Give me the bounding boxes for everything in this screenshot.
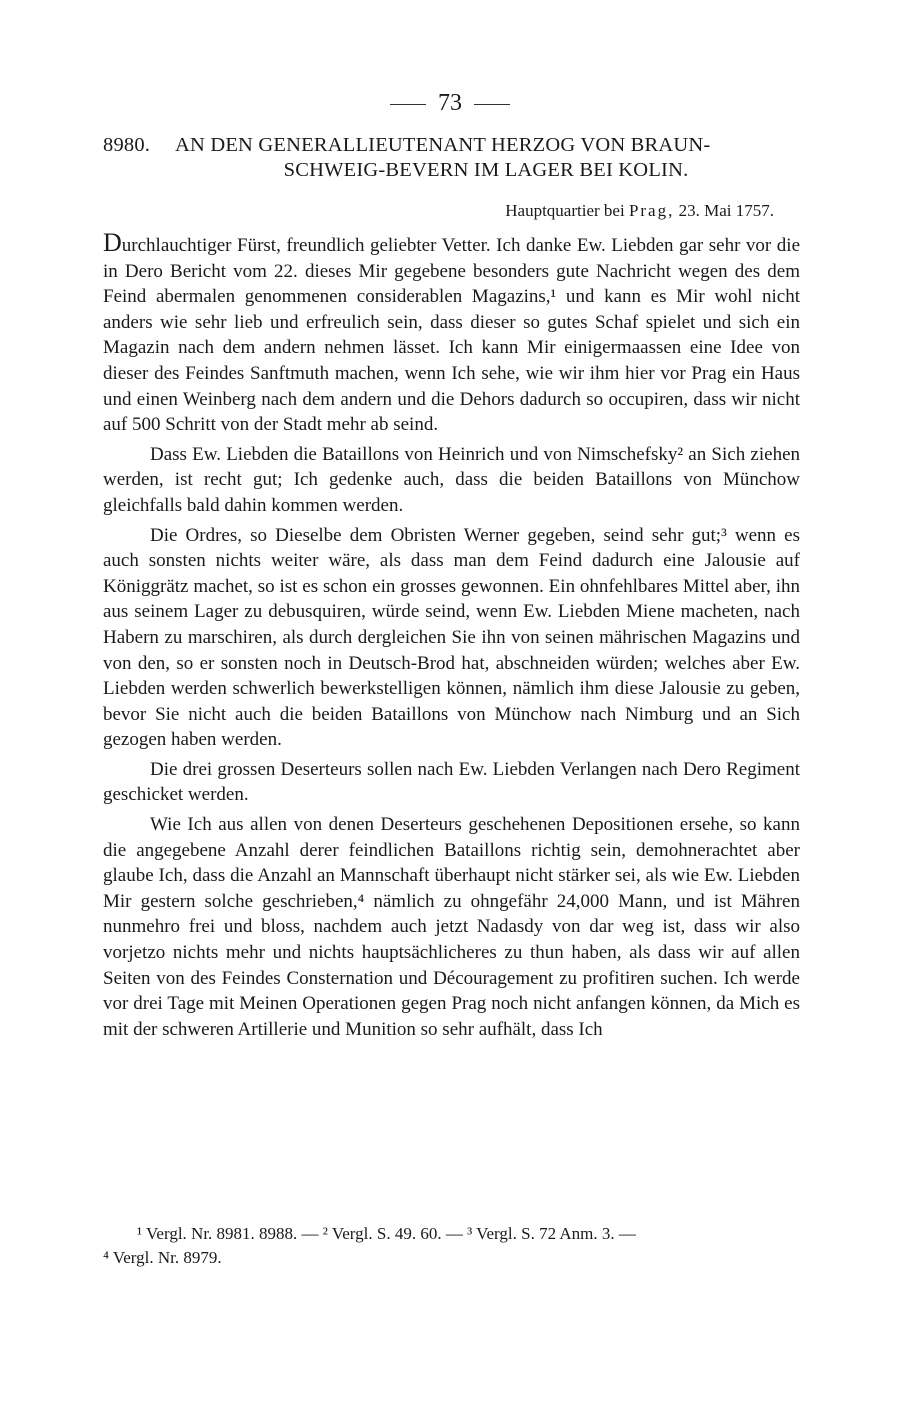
page-header [0,88,900,118]
heading-line-2: SCHWEIG-BEVERN IM LAGER BEI KOLIN. [283,159,689,181]
paragraph-1-text: urchlauchtiger Fürst, freundlich geliebter Vetter. Ich danke Ew. Liebden gar sehr vor die in Dero Bericht vom 22. dieses Mir gegebene besonders gute Nachricht wegen des dem Feind abermalen genommenen considerablen Magazins,¹ und kann es Mir wohl nicht anders wie sehr lieb und erfreulich sein, dass dieser so gutes Schaf spielet und sich ein Magazin nach dem andern nehmen lässet. Ich kann Mir einigermaassen eine Idee von dieser des Feindes Sanftmuth machen, wenn Ich sehe, wie wir ihm hier vor Prag ein Haus und einen Weinberg nach dem andern und die Dehors dadurch so occupiren, dass wir nicht auf 500 Schritt von der Stadt mehr ab seind. [103,235,800,436]
dateline-place: Prag, [628,201,675,220]
letter-number: 8980. [103,134,151,156]
initial-letter: D [103,228,122,257]
paragraph-5: Wie Ich aus allen von denen Deserteurs geschehenen Depositionen ersehe, so kann die angegebene Anzahl derer feindlichen Bataillons richtig sein, demohnerachtet aber glaube Ich, dass die Anzahl an Mannschaft überhaupt nicht stärker sei, als wie Ew. Liebden Mir gestern solche geschrieben,⁴ nämlich zu ohngefähr 24,000 Mann, und ist Mähren nunmehro frei und bloss, nachdem auch jetzt Nadasdy von dar weg ist, dass wir also vorjetzo nichts mehr und nichts hauptsächlicheres zu thun haben, als dass wir auf allen Seiten von des Feindes Consternation und Découragement zu profitiren suchen. Ich werde vor drei Tage mit Meinen Operationen gegen Prag noch nicht anfangen können, da Mich es mit der schweren Artillerie und Munition so sehr aufhält, dass Ich [103,814,800,1040]
dateline [505,200,774,222]
paragraph-4: Die drei grossen Deserteurs sollen nach Ew. Liebden Verlangen nach Dero Regiment geschicket werden. [103,758,800,806]
paragraph-2: Dass Ew. Liebden die Bataillons von Heinrich und von Nimschefsky² an Sich ziehen werden, ist recht gut; Ich gedenke auch, dass die beiden Bataillons von Münchow gleichfalls bald dahin kommen werden. [103,443,800,516]
footnote-line-2: ⁴ Vergl. Nr. 8979. [103,1248,222,1267]
header-rule-left [390,104,426,105]
page-number: 73 [438,90,462,116]
paragraph-3: Die Ordres, so Dieselbe dem Obristen Werner gegeben, seind sehr gut;³ wenn es auch sonsten nichts weiter wäre, als dass man dem Feind dadurch eine Jalousie auf Königgrätz machet, so ist es schon ein grosses gewonnen. Ein ohnfehlbares Mittel aber, ihn aus seinem Lager zu debusquiren, würde seind, wenn Ew. Liebden Miene macheten, nach Habern zu marschiren, als durch dergleichen Sie ihn von seinen mährischen Magazins und von den, so er sonsten noch in Deutsch-Brod hat, abschneiden würden; welches aber Ew. Liebden werden schwerlich bewerkstelligen können, nämlich ihm diese Jalousie zu geben, bevor Sie nicht auch die beiden Bataillons von Münchow nach Nimburg und an Sich gezogen haben werden. [103,524,800,751]
letter-body [103,230,800,1046]
letter-heading [103,133,803,183]
paragraph-1 [103,230,800,438]
footnote-line-1: ¹ Vergl. Nr. 8981. 8988. — ² Vergl. S. 49. 60. — ³ Vergl. S. 72 Anm. 3. — [137,1224,636,1243]
dateline-prefix: Hauptquartier bei [505,201,625,220]
footnotes [103,1222,800,1270]
dateline-date: 23. Mai 1757. [678,201,774,220]
heading-line-1: AN DEN GENERALLIEUTENANT HERZOG VON BRAUN- [175,134,711,156]
header-rule-right [474,104,510,105]
